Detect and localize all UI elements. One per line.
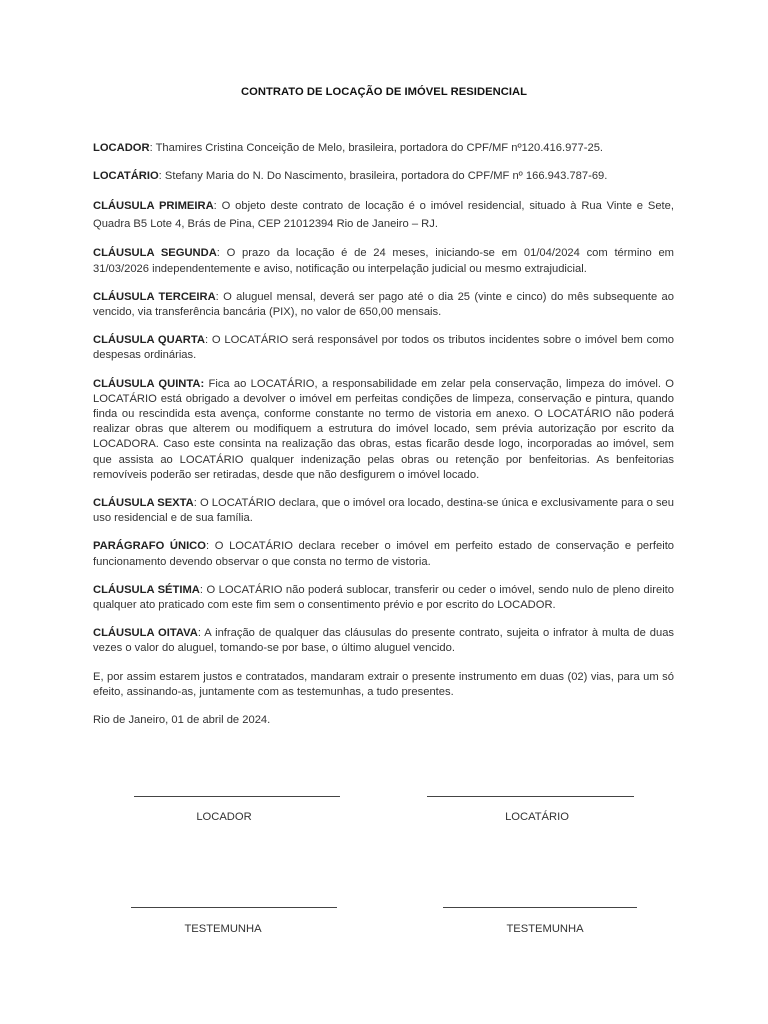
document-title: CONTRATO DE LOCAÇÃO DE IMÓVEL RESIDENCIAL xyxy=(240,86,528,98)
clause-label: LOCATÁRIO xyxy=(93,170,159,183)
signature-label-locatario: LOCATÁRIO xyxy=(505,811,569,823)
clause-text: O prazo da locação é de 24 meses, iniciando-se em 01/04/2024 com término em 31/03/2026 independentemente e aviso, notificação ou interpelação judicial ou mesmo extrajudicial. xyxy=(93,247,675,275)
clause-label: CLÁUSULA OITAVA xyxy=(93,627,198,640)
date-line: Rio de Janeiro, 01 de abril de 2024. xyxy=(93,714,271,727)
clause-segunda xyxy=(93,246,674,276)
signature-label-witness-2: TESTEMUNHA xyxy=(506,923,584,935)
clause-oitava xyxy=(93,626,674,656)
signature-label-witness-1: TESTEMUNHA xyxy=(184,923,262,935)
clause-separator: : xyxy=(149,142,156,154)
clause-sexta xyxy=(93,496,674,526)
clause-text: O objeto deste contrato de locação é o imóvel residencial, situado à Rua Vinte e Sete, Quadra B5 Lote 4, Brás de Pina, CEP 21012394 Rio de Janeiro – RJ. xyxy=(93,200,674,231)
clause-text: O LOCATÁRIO não poderá sublocar, transferir ou ceder o imóvel, sendo nulo de pleno direito qualquer ato praticado com este fim sem o consentimento prévio e por escrito do LOCADOR. xyxy=(93,583,675,612)
clause-label: PARÁGRAFO ÚNICO xyxy=(93,540,206,553)
signature-line-locador xyxy=(134,796,340,797)
clause-label: CLÁUSULA SÉTIMA xyxy=(93,583,200,596)
signature-line-witness-2 xyxy=(443,907,637,908)
clause-separator: : xyxy=(216,247,227,260)
clause-separator: : xyxy=(205,540,215,553)
document-body xyxy=(93,141,674,741)
clause-text: Fica ao LOCATÁRIO, a responsabilidade em zelar pela conservação, limpeza do imóvel. O LOCATÁRIO está obrigado a devolver o imóvel em perfeitas condições de limpeza, conservação e pintura, quando finda ou rescindida esta avença, conforme constante no termo de vistoria em anexo. O LOCATÁRIO não poderá realizar obras que alterem ou modifiquem a estrutura do imóvel locado, sem prévia autorização por escrito da LOCADORA. Caso este consinta na realização das obras, estas ficarão desde logo, incorporadas ao imóvel, sem que assista ao LOCATÁRIO qualquer indenização pelas obras ou retenção por benfeitorias. As benfeitorias removíveis poderão ser retiradas, desde que não desfigurem o imóvel locado. xyxy=(93,377,675,481)
clause-text: O LOCATÁRIO declara receber o imóvel em perfeito estado de conservação e perfeito funcionamento devendo observar o que consta no termo de vistoria. xyxy=(93,540,675,568)
clause-text: O aluguel mensal, deverá ser pago até o dia 25 (vinte e cinco) do mês subsequente ao vencido, via transferência bancária (PIX), no valor de 650,00 mensais. xyxy=(93,290,675,319)
clause-primeira xyxy=(93,197,674,233)
clause-paragrafo-unico xyxy=(93,539,674,569)
clause-label: CLÁUSULA SEGUNDA xyxy=(93,247,217,260)
signature-line-locatario xyxy=(427,796,634,797)
clause-text: O LOCATÁRIO declara, que o imóvel ora locado, destina-se única e exclusivamente para o seu uso residencial e de sua família. xyxy=(93,497,675,525)
clause-separator: : xyxy=(158,170,165,183)
clause-quinta xyxy=(93,377,674,483)
clause-text: O LOCATÁRIO será responsável por todos os tributos incidentes sobre o imóvel bem como despesas ordinárias. xyxy=(93,334,674,362)
clause-label: CLÁUSULA PRIMEIRA xyxy=(93,200,214,213)
clause-text: Stefany Maria do N. Do Nascimento, brasileira, portadora do CPF/MF nº 166.943.787-69. xyxy=(164,170,608,183)
clause-separator: : xyxy=(215,290,224,303)
clause-text: A infração de qualquer das cláusulas do presente contrato, sujeita o infrator à multa de duas vezes o valor do aluguel, tomando-se por base, o último aluguel vencido. xyxy=(93,627,675,655)
clause-label: LOCADOR xyxy=(93,142,150,154)
clause-separator: : xyxy=(197,627,205,640)
closing-paragraph: E, por assim estarem justos e contratados, mandaram extrair o presente instrumento em duas (02) vias, para um só efeito, assinando-as, juntamente com as testemunhas, a tudo presentes. xyxy=(93,670,674,698)
clause-separator: : xyxy=(199,583,207,596)
clause-setima xyxy=(93,583,674,613)
clause-terceira xyxy=(93,290,674,320)
clause-separator: : xyxy=(204,334,212,347)
clause-quarta xyxy=(93,333,674,363)
clause-locatario xyxy=(93,169,674,184)
clause-label: CLÁUSULA SEXTA xyxy=(93,497,194,510)
clause-separator: : xyxy=(213,200,222,213)
clause-label: CLÁUSULA TERCEIRA xyxy=(93,290,216,303)
signature-line-witness-1 xyxy=(131,907,337,908)
clause-separator: : xyxy=(193,497,200,510)
clause-label: CLÁUSULA QUARTA xyxy=(93,334,205,347)
signature-label-locador: LOCADOR xyxy=(196,811,252,823)
clause-text: Thamires Cristina Conceição de Melo, brasileira, portadora do CPF/MF nº120.416.977-25. xyxy=(155,142,604,154)
clause-label: CLÁUSULA QUINTA: xyxy=(93,377,205,390)
clause-locador xyxy=(93,141,674,156)
